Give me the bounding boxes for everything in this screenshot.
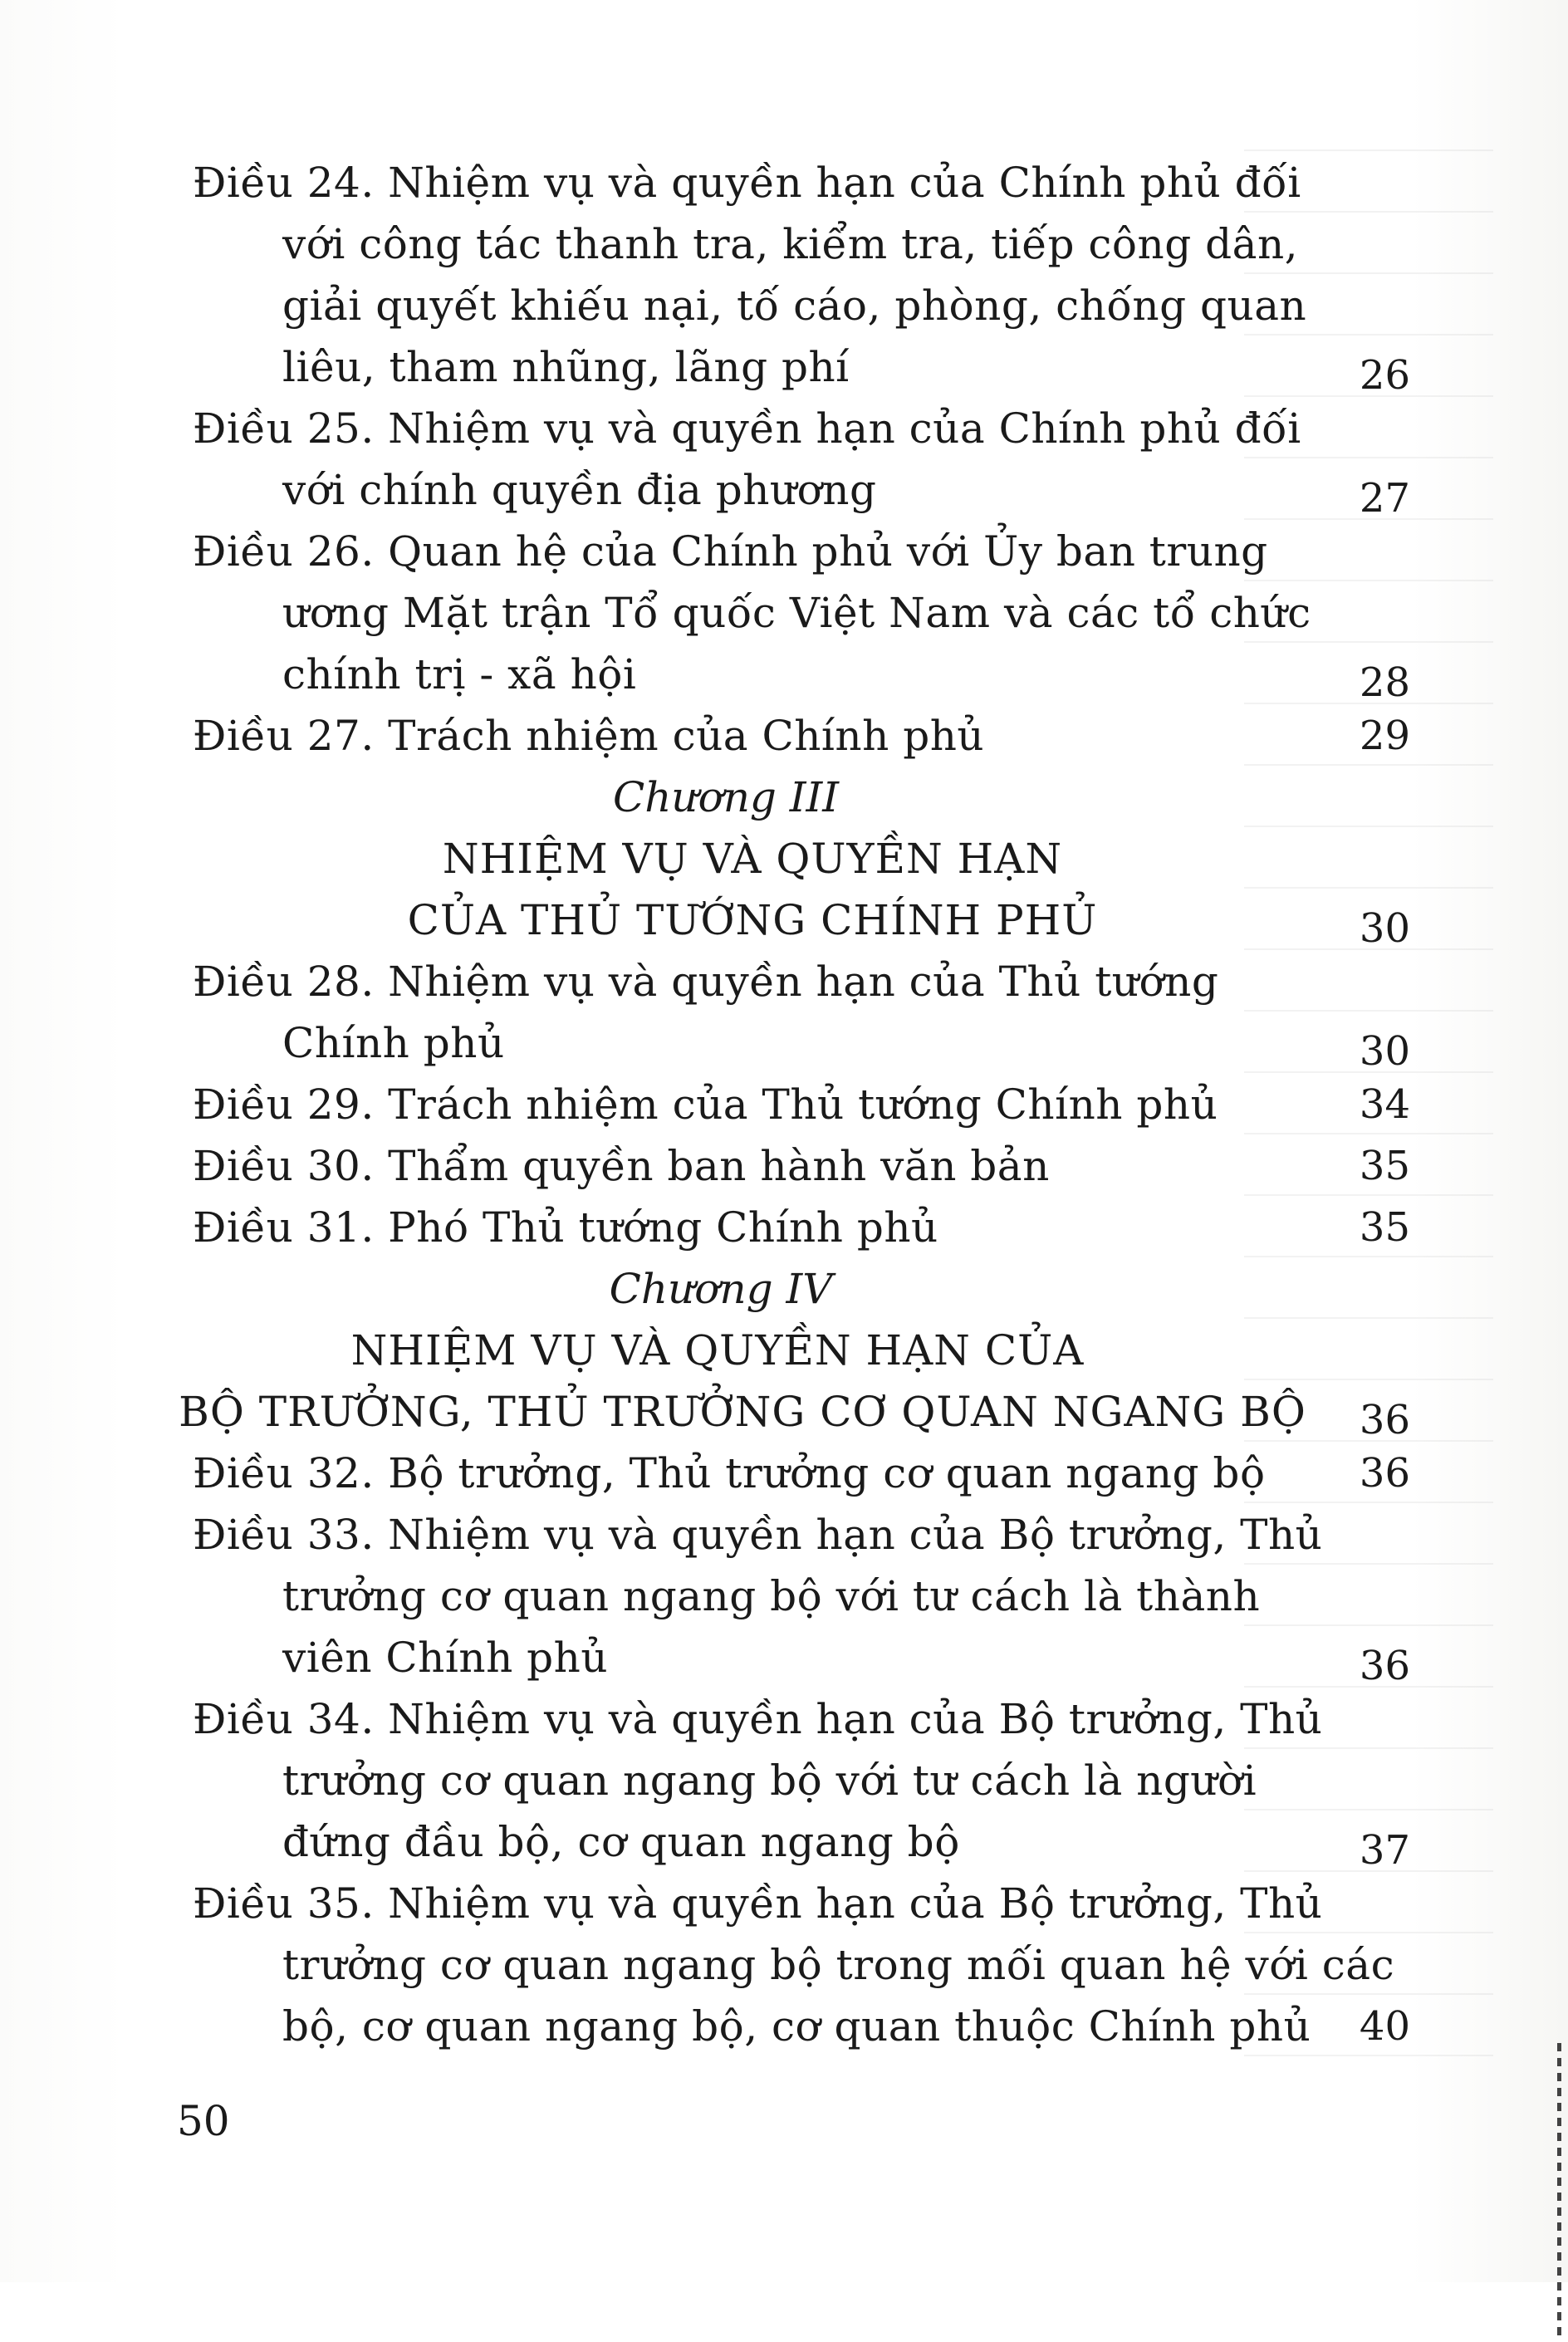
toc-entry-24-line-2	[0, 213, 1568, 275]
chapter-title-text: NHIỆM VỤ VÀ QUYỀN HẠN	[442, 835, 1063, 883]
toc-entry-33-line-2	[0, 1565, 1568, 1627]
toc-entry-text: trưởng cơ quan ngang bộ trong mối quan hệ với các	[282, 1941, 1395, 1989]
toc-entry-28-line-1	[0, 951, 1568, 1012]
chapter-title-text: NHIỆM VỤ VÀ QUYỀN HẠN CỦA	[350, 1326, 1085, 1374]
toc-entry-text: ương Mặt trận Tổ quốc Việt Nam và các tổ chức	[282, 589, 1311, 637]
toc-page-number: 36	[1359, 1643, 1410, 1689]
toc-page-number: 35	[1359, 1204, 1410, 1251]
toc-entry-33-line-3	[0, 1627, 1568, 1688]
toc-entry-26-line-1	[0, 521, 1568, 582]
toc-entry-25-line-1	[0, 398, 1568, 459]
toc-entry-text: Điều 33. Nhiệm vụ và quyền hạn của Bộ trưởng, Thủ	[193, 1511, 1323, 1559]
toc-page-number: 35	[1359, 1143, 1410, 1189]
toc-page-number: 27	[1359, 475, 1410, 522]
toc-entry-text: trưởng cơ quan ngang bộ với tư cách là thành	[282, 1572, 1261, 1620]
toc-entry-24-line-4	[0, 336, 1568, 398]
page-number: 50	[177, 2097, 230, 2145]
toc-entry-26-line-3	[0, 644, 1568, 705]
toc-page-number: 40	[1359, 2003, 1410, 2050]
toc-entry-27-line-1	[0, 705, 1568, 767]
toc-entry-35-line-3	[0, 1996, 1568, 2057]
toc-entry-text: Điều 26. Quan hệ của Chính phủ với Ủy ban trung	[193, 527, 1268, 576]
toc-entry-text: Điều 30. Thẩm quyền ban hành văn bản	[193, 1142, 1050, 1190]
toc-entry-34-line-2	[0, 1750, 1568, 1811]
toc-entry-text: Điều 35. Nhiệm vụ và quyền hạn của Bộ trưởng, Thủ	[193, 1879, 1323, 1928]
toc-entry-29-line-1	[0, 1074, 1568, 1135]
toc-entry-28-line-2	[0, 1012, 1568, 1074]
toc-page-number: 29	[1359, 713, 1410, 759]
chapter-label-text: Chương IV	[609, 1265, 833, 1313]
chapter-title-line-1	[0, 828, 1568, 889]
toc-entry-31-line-1	[0, 1197, 1568, 1258]
toc-entry-33-line-1	[0, 1504, 1568, 1565]
toc-entry-35-line-2	[0, 1934, 1568, 1996]
toc-entry-text: bộ, cơ quan ngang bộ, cơ quan thuộc Chính phủ	[282, 2002, 1311, 2050]
toc-page-number: 37	[1359, 1827, 1410, 1874]
chapter-title-line-1	[0, 1320, 1568, 1381]
toc-entry-text: chính trị - xã hội	[282, 650, 637, 698]
toc-entry-text: liêu, tham nhũng, lãng phí	[282, 343, 850, 391]
toc-page-number: 28	[1359, 659, 1410, 706]
toc-page-number: 26	[1359, 352, 1410, 399]
toc-entry-text: trưởng cơ quan ngang bộ với tư cách là người	[282, 1756, 1257, 1805]
toc-entry-text: Điều 28. Nhiệm vụ và quyền hạn của Thủ tướng	[193, 958, 1219, 1006]
chapter-title-text: BỘ TRƯỞNG, THỦ TRƯỞNG CƠ QUAN NGANG BỘ	[179, 1388, 1306, 1436]
toc-entry-24-line-1	[0, 152, 1568, 213]
chapter-title-line-2	[0, 1381, 1568, 1443]
toc-entry-text: viên Chính phủ	[282, 1634, 609, 1682]
toc-entry-text: với công tác thanh tra, kiểm tra, tiếp công dân,	[282, 220, 1299, 268]
toc-entry-text: với chính quyền địa phương	[282, 466, 877, 514]
toc-entry-35-line-1	[0, 1873, 1568, 1934]
toc-entry-text: giải quyết khiếu nại, tố cáo, phòng, chống quan	[282, 282, 1307, 330]
toc-entry-25-line-2	[0, 459, 1568, 521]
toc-page-number: 30	[1359, 905, 1410, 952]
toc-entry-32-line-1	[0, 1443, 1568, 1504]
toc-entry-text: Chính phủ	[282, 1019, 505, 1067]
chapter-label	[0, 767, 1568, 828]
toc-page-number: 36	[1359, 1450, 1410, 1497]
toc-entry-text: Điều 25. Nhiệm vụ và quyền hạn của Chính phủ đối	[193, 404, 1301, 453]
chapter-title-line-2	[0, 889, 1568, 951]
toc-entry-26-line-2	[0, 582, 1568, 644]
toc-page-number: 36	[1359, 1397, 1410, 1443]
toc-entry-text: Điều 27. Trách nhiệm của Chính phủ	[193, 712, 985, 760]
toc-entry-text: Điều 29. Trách nhiệm của Thủ tướng Chính phủ	[193, 1080, 1218, 1129]
toc-entry-text: đứng đầu bộ, cơ quan ngang bộ	[282, 1818, 960, 1866]
toc-entry-text: Điều 31. Phó Thủ tướng Chính phủ	[193, 1203, 938, 1252]
toc-entry-30-line-1	[0, 1135, 1568, 1197]
toc-page-number: 34	[1359, 1081, 1410, 1128]
chapter-label-text: Chương III	[612, 773, 840, 821]
chapter-title-text: CỦA THỦ TƯỚNG CHÍNH PHỦ	[407, 896, 1098, 944]
chapter-label	[0, 1258, 1568, 1320]
toc-entry-34-line-1	[0, 1688, 1568, 1750]
toc-entry-text: Điều 34. Nhiệm vụ và quyền hạn của Bộ trưởng, Thủ	[193, 1695, 1323, 1743]
toc-entry-text: Điều 32. Bộ trưởng, Thủ trưởng cơ quan ngang bộ	[193, 1449, 1266, 1497]
toc-entry-24-line-3	[0, 275, 1568, 336]
toc-entry-text: Điều 24. Nhiệm vụ và quyền hạn của Chính phủ đối	[193, 159, 1301, 207]
toc-page-number: 30	[1359, 1028, 1410, 1075]
toc-entry-34-line-3	[0, 1811, 1568, 1873]
